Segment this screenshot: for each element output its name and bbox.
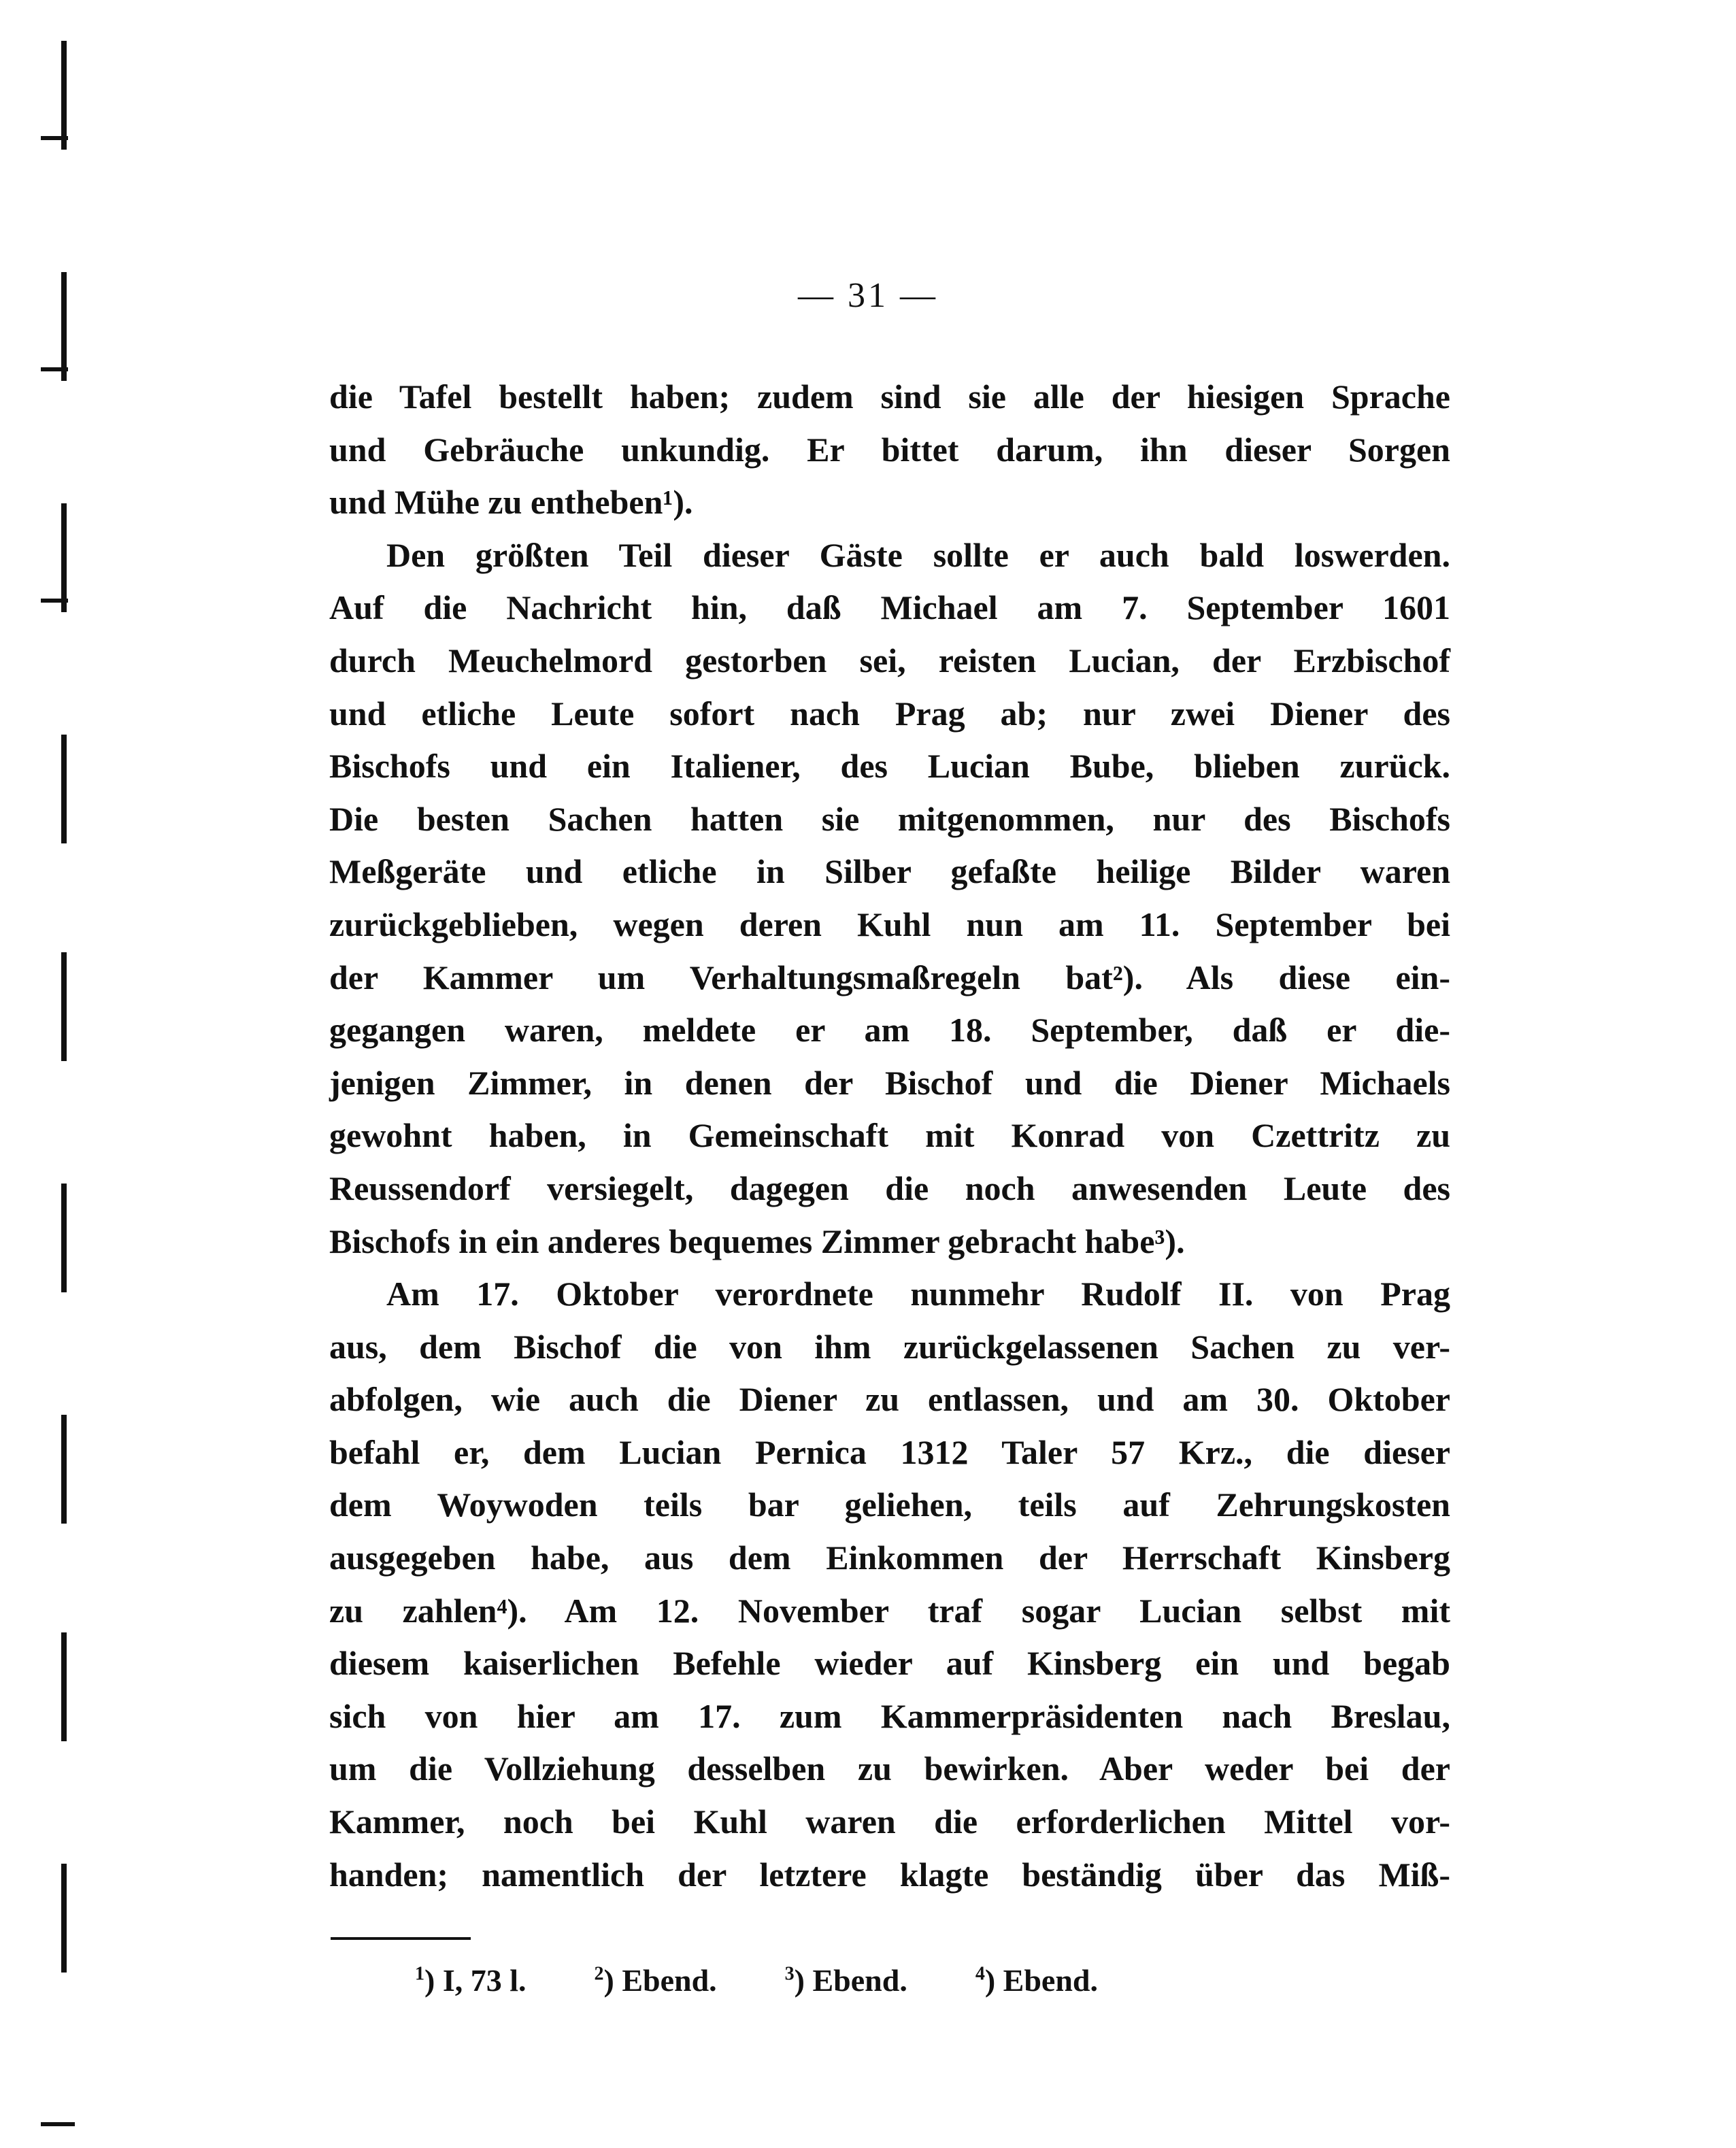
footnote bbox=[975, 1962, 1098, 1998]
footnote-mark: 1 bbox=[415, 1963, 424, 1985]
text-line: ausgegeben habe, aus dem Einkommen der Herrschaft Kinsberg bbox=[329, 1539, 1450, 1577]
footnote-text: ) Ebend. bbox=[603, 1963, 717, 1998]
text-line: und etliche Leute sofort nach Prag ab; nur zwei Diener des bbox=[329, 694, 1450, 733]
body-text bbox=[329, 371, 1450, 1901]
text-line: Meßgeräte und etliche in Silber gefaßte heilige Bilder waren bbox=[329, 852, 1450, 891]
text-line: zurückgeblieben, wegen deren Kuhl nun am 11. September bei bbox=[329, 905, 1450, 943]
text-line: durch Meuchelmord gestorben sei, reisten Lucian, der Erzbischof bbox=[329, 641, 1450, 679]
text-line: der Kammer um Verhaltungsmaßregeln bat²). Als diese ein- bbox=[329, 958, 1450, 996]
footnote-text: ) Ebend. bbox=[984, 1963, 1099, 1998]
text-line: handen; namentlich der letztere klagte beständig über das Miß- bbox=[329, 1855, 1450, 1894]
footnote-text: ) Ebend. bbox=[794, 1963, 907, 1998]
text-line: zu zahlen⁴). Am 12. November traf sogar Lucian selbst mit bbox=[329, 1591, 1450, 1630]
text-line: befahl er, dem Lucian Pernica 1312 Taler 57 Krz., die dieser bbox=[329, 1432, 1450, 1471]
text-line: Bischofs in ein anderes bequemes Zimmer gebracht habe³). bbox=[329, 1222, 1185, 1260]
footnote-mark: 2 bbox=[594, 1963, 604, 1985]
text-line: um die Vollziehung desselben zu bewirken. Aber weder bei der bbox=[329, 1749, 1450, 1788]
footnote-mark: 4 bbox=[975, 1963, 985, 1985]
text-line: gewohnt haben, in Gemeinschaft mit Konrad von Czettritz zu bbox=[329, 1116, 1450, 1155]
text-line: Bischofs und ein Italiener, des Lucian Bube, blieben zurück. bbox=[329, 747, 1450, 786]
footnote-rule bbox=[331, 1937, 471, 1940]
footnote bbox=[595, 1962, 717, 1998]
text-line: die Tafel bestellt haben; zudem sind sie alle der hiesigen Sprache bbox=[329, 377, 1450, 416]
text-line: aus, dem Bischof die von ihm zurückgelassenen Sachen zu ver- bbox=[329, 1327, 1450, 1366]
text-line: Am 17. Oktober verordnete nunmehr Rudolf II. von Prag bbox=[386, 1275, 1450, 1313]
text-line: dem Woywoden teils bar geliehen, teils auf Zehrungskosten bbox=[329, 1486, 1450, 1524]
text-line: und Mühe zu entheben¹). bbox=[329, 483, 693, 522]
text-line: Kammer, noch bei Kuhl waren die erforderlichen Mittel vor- bbox=[329, 1802, 1450, 1841]
text-line: Reussendorf versiegelt, dagegen die noch anwesenden Leute des bbox=[329, 1169, 1450, 1207]
text-line: sich von hier am 17. zum Kammerpräsidenten nach Breslau, bbox=[329, 1696, 1450, 1735]
text-line: und Gebräuche unkundig. Er bittet darum, ihn dieser Sorgen bbox=[329, 430, 1450, 469]
text-line: gegangen waren, meldete er am 18. September, daß er die- bbox=[329, 1011, 1450, 1050]
footnotes bbox=[415, 1962, 1098, 1998]
page-number: — 31 — bbox=[798, 276, 938, 315]
text-line: Den größten Teil dieser Gäste sollte er auch bald loswerden. bbox=[386, 535, 1450, 574]
footnote bbox=[415, 1962, 527, 1998]
footnote-text: ) I, 73 l. bbox=[424, 1963, 527, 1998]
footnote-mark: 3 bbox=[784, 1963, 795, 1985]
footnote bbox=[785, 1962, 907, 1998]
text-line: abfolgen, wie auch die Diener zu entlassen, und am 30. Oktober bbox=[329, 1380, 1450, 1419]
text-line: jenigen Zimmer, in denen der Bischof und die Diener Michaels bbox=[329, 1063, 1450, 1102]
text-line: Auf die Nachricht hin, daß Michael am 7. September 1601 bbox=[329, 588, 1450, 627]
text-line: diesem kaiserlichen Befehle wieder auf Kinsberg ein und begab bbox=[329, 1644, 1450, 1683]
text-line: Die besten Sachen hatten sie mitgenommen, nur des Bischofs bbox=[329, 799, 1450, 838]
